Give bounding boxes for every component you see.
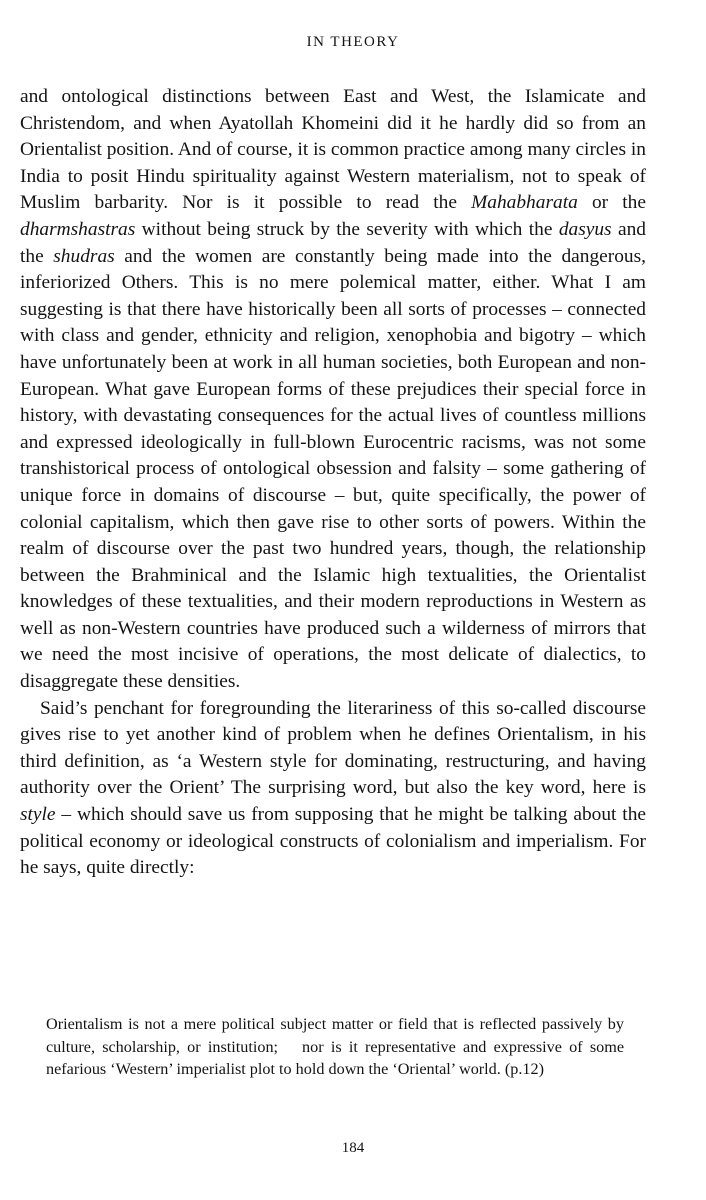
italic-shudras: shudras — [53, 245, 115, 267]
paragraph-1-text-5: and the women are constantly being made into the dangerous, inferiorized Others. This is no mere polemical matter, either. What I am suggesting is that there have historically been all sorts of processes – connected with class and gender, ethnicity and religion, xenophobia and bigotry – which have unfortunately been at work in all human societies, both European and non-European. What gave European forms of these prejudices their special force in history, with devastating consequences for the actual lives of countless millions and expressed ideologically in full-blown Eurocentric racisms, was not some transhistorical process of ontological obsession and falsity – some gathering of unique force in domains of discourse – but, quite specifically, the power of colonial capitalism, which then gave rise to other sorts of powers. Within the realm of discourse over the past two hundred years, though, the relationship between the Brahminical and the Islamic high textualities, the Orientalist knowledges of these textualities, and their modern reproductions in Western as well as non-Western countries have produced such a wilderness of mirrors that we need the most incisive of operations, the most delicate of dialectics, to disaggregate these densities. — [20, 245, 646, 693]
running-head: IN THEORY — [306, 34, 400, 50]
paragraph-2-text-2: – which should save us from supposing that he might be talking about the political economy or ideological constructs of colonialism and imperialism. For he says, quite directly: — [20, 804, 646, 879]
block-quote-part-1: Orientalism is not a mere political subject matter or field that is reflected passively by culture, scholarship, or institution; — [46, 1015, 624, 1056]
body-text — [20, 84, 646, 882]
paragraph-saids-penchant — [20, 696, 646, 882]
paragraph-continuation — [20, 84, 646, 696]
paragraph-1-text-4: and the — [20, 218, 646, 267]
paragraph-1-text-3: without being struck by the severity with which the — [135, 218, 559, 240]
page-number: 184 — [341, 1140, 365, 1156]
block-quote — [46, 1013, 624, 1081]
paragraph-2-text-1: Said’s penchant for foregrounding the literariness of this so-called discourse gives rise to yet another kind of problem when he defines Orientalism, in his third definition, as ‘a Western style for dominating, restructuring, and having authority over the Orient’ The surprising word, but also the key word, here is — [20, 697, 646, 799]
italic-mahabharata: Mahabharata — [471, 192, 578, 214]
italic-dharmshastras: dharmshastras — [20, 218, 136, 240]
italic-style: style — [20, 804, 56, 826]
paragraph-1-text-2: or the — [577, 192, 646, 214]
paragraph-1-text-1: and ontological distinctions between East and West, the Islamicate and Christendom, and when Ayatollah Khomeini did it he hardly did so from an Orientalist position. And of course, it is common practice among many circles in India to posit Hindu spirituality against Western materialism, not to speak of Muslim barbarity. Nor is it possible to read the — [20, 86, 646, 214]
block-quote-part-2: nor is it representative and expressive of some nefarious ‘Western’ imperialist plot to hold down the ‘Oriental’ world. (p.12) — [46, 1037, 625, 1078]
italic-dasyus: dasyus — [558, 218, 612, 240]
block-quote-text — [46, 1013, 624, 1081]
